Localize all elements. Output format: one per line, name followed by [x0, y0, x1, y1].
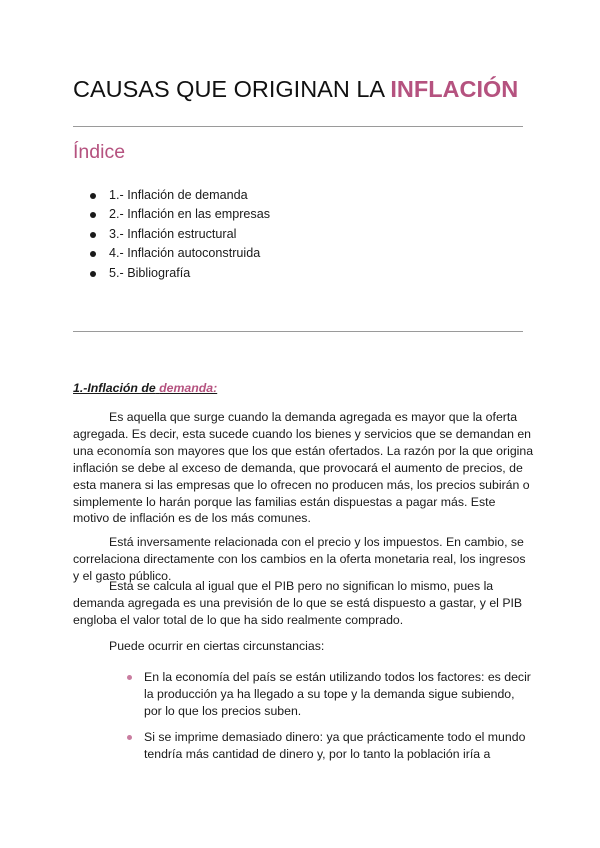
section-heading-accent: demanda:: [159, 381, 218, 395]
text-line: correlaciona directamente con los cambios en la oferta monetaria real, los ingresos: [73, 551, 526, 566]
bullet-icon: [90, 251, 96, 257]
text-line: por lo que los precios suben.: [144, 703, 302, 718]
bullet-icon: [90, 212, 96, 218]
text-line: engloba el valor total de lo que ha sido realmente comprado.: [73, 612, 404, 627]
toc-item: [90, 205, 270, 224]
document-title: [73, 74, 553, 104]
bullet-icon: [127, 735, 132, 740]
text-line: tendría más cantidad de dinero y, por lo tanto la población iría a: [144, 746, 491, 761]
toc-item-label: 2.- Inflación en las empresas: [109, 207, 271, 222]
toc-item: [90, 244, 270, 263]
text-line: esta manera si las empresas que lo ofrecen no producen más, los precios subirán o: [73, 477, 530, 492]
paragraph-definition: [73, 409, 534, 527]
text-line: y el gasto público.: [73, 568, 172, 583]
toc-item-label: 3.- Inflación estructural: [109, 226, 237, 241]
bullet-icon: [90, 232, 96, 238]
paragraph-calculation: [73, 578, 528, 629]
list-item: [126, 729, 525, 763]
bullet-icon: [90, 271, 96, 277]
table-of-contents: [90, 186, 270, 283]
text-line: Está inversamente relacionada con el precio y los impuestos. En cambio, se: [109, 535, 524, 549]
toc-item: [90, 264, 270, 283]
toc-item-label: 5.- Bibliografía: [109, 265, 191, 280]
divider-bottom: [73, 331, 523, 332]
toc-item: [90, 186, 270, 205]
text-line: demanda agregada es una previsión de lo que se está dispuesto a gastar, y el PIB: [73, 595, 523, 610]
paragraph-circumstances: [73, 638, 528, 655]
section-heading-prefix: 1.-Inflación de: [73, 381, 156, 395]
text-line: En la economía del país se están utilizando todos los factores: es decir: [144, 670, 531, 684]
toc-item-label: 4.- Inflación autoconstruida: [109, 246, 261, 261]
index-heading: Índice: [73, 141, 126, 163]
text-line: la producción ya ha llegado a su tope y la demanda sigue subiendo,: [144, 686, 515, 701]
text-line: Esta se calcula al igual que el PIB pero no significan lo mismo, pues la: [109, 579, 494, 593]
bullet-icon: [127, 675, 132, 680]
section-heading: [73, 380, 217, 396]
list-item: [126, 669, 531, 720]
circumstance-list: [126, 669, 531, 720]
text-line: Es aquella que surge cuando la demanda agregada es mayor que la oferta: [109, 410, 518, 424]
toc-item-label: 1.- Inflación de demanda: [109, 188, 248, 202]
circumstance-list: [126, 729, 525, 763]
text-line: inflación se debe al exceso de demanda, que provocará el aumento de precios, de: [73, 460, 523, 475]
text-line: agregada. Es decir, esta sucede cuando los bienes y servicios que se demandan en: [73, 426, 532, 441]
text-line: una economía son mayores que los que están ofertados. La razón por la que origina: [73, 443, 534, 458]
divider-top: [73, 126, 523, 127]
text-line: Si se imprime demasiado dinero: ya que prácticamente todo el mundo: [144, 730, 526, 744]
title-accent: INFLACIÓN: [390, 76, 519, 102]
title-main: CAUSAS QUE ORIGINAN LA: [73, 76, 384, 102]
text-line: motivo de inflación es de los más comunes.: [73, 511, 311, 526]
bullet-icon: [90, 193, 96, 199]
text-line: simplemente lo harán porque las familias están dispuestas a pagar más. Este: [73, 494, 496, 509]
text-line: Puede ocurrir en ciertas circunstancias:: [109, 639, 325, 653]
toc-item: [90, 225, 270, 244]
